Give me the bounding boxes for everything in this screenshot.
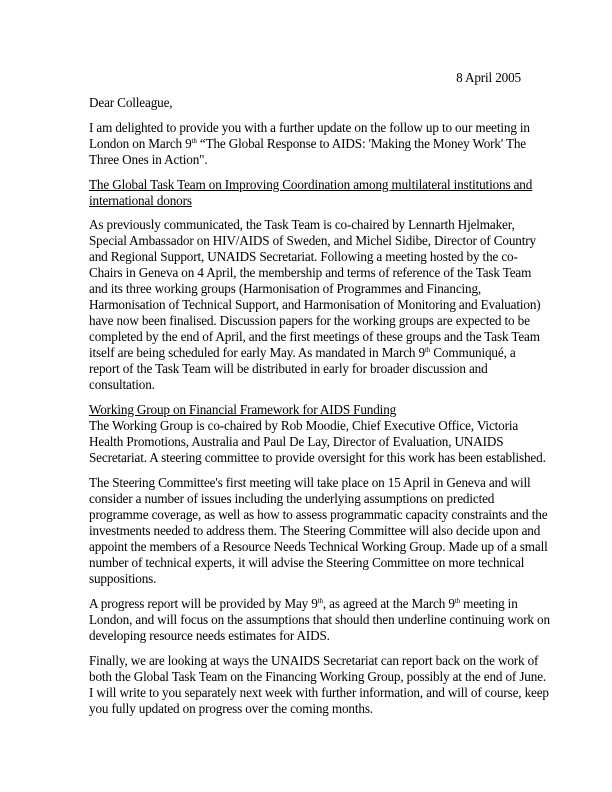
salutation: Dear Colleague, bbox=[89, 95, 173, 110]
superscript: th bbox=[191, 137, 197, 145]
paragraph-line bbox=[89, 136, 525, 152]
paragraph-line: have now been finalised. Discussion papers for the working groups are expected to be bbox=[89, 313, 530, 328]
paragraph-line: Finally, we are looking at ways the UNAIDS Secretariat can report back on the work of bbox=[89, 653, 539, 668]
paragraph-line: Harmonisation of Technical Support, and Harmonisation of Monitoring and Evaluation) bbox=[89, 297, 541, 312]
text-run: “The Global Response to AIDS: 'Making the Money Work' The bbox=[196, 136, 527, 151]
text-run: A progress report will be provided by May 9 bbox=[89, 596, 318, 611]
superscript: th bbox=[317, 597, 323, 605]
paragraph-line: developing resource needs estimates for AIDS. bbox=[89, 628, 330, 643]
paragraph-line: London, and will focus on the assumptions that should then underline continuing work on bbox=[89, 612, 550, 627]
intro-paragraph bbox=[89, 120, 530, 168]
paragraph-line: I am delighted to provide you with a further update on the follow up to our meeting in bbox=[89, 120, 530, 135]
paragraph-line: and its three working groups (Harmonisation of Programmes and Financing, bbox=[89, 281, 482, 296]
paragraph-line: appoint the members of a Resource Needs Technical Working Group. Made up of a small bbox=[89, 539, 548, 554]
paragraph-line: Chairs in Geneva on 4 April, the membership and terms of reference of the Task Team bbox=[89, 265, 532, 280]
paragraph-line: The Steering Committee's first meeting will take place on 15 April in Geneva and will bbox=[89, 475, 531, 490]
letter-date: 8 April 2005 bbox=[456, 70, 521, 85]
section-heading-task-team bbox=[89, 177, 533, 209]
paragraph-line: both the Global Task Team on the Financing Working Group, possibly at the end of June. bbox=[89, 669, 547, 684]
paragraph-line: you fully updated on progress over the coming months. bbox=[89, 701, 373, 716]
paragraph-line: Secretariat. A steering committee to provide oversight for this work has been established. bbox=[89, 450, 546, 465]
paragraph-line: and Regional Support, UNAIDS Secretariat. Following a meeting hosted by the co- bbox=[89, 249, 518, 264]
section-heading-working-group: Working Group on Financial Framework for AIDS Funding bbox=[89, 402, 397, 417]
paragraph-line: suppositions. bbox=[89, 571, 157, 586]
paragraph-line: report of the Task Team will be distributed in early for broader discussion and bbox=[89, 361, 488, 376]
text-run: London on March 9 bbox=[89, 136, 192, 151]
paragraph-line: consider a number of issues including the underlying assumptions on predicted bbox=[89, 491, 495, 506]
superscript: th bbox=[424, 346, 431, 354]
paragraph-line: Three Ones in Action". bbox=[89, 152, 208, 167]
paragraph-line: I will write to you separately next week with further information, and will of course, keep bbox=[89, 685, 549, 700]
paragraph-line: Health Promotions, Australia and Paul De Lay, Director of Evaluation, UNAIDS bbox=[89, 434, 504, 449]
text-run: Communiqué, a bbox=[430, 345, 516, 360]
paragraph-line: Special Ambassador on HIV/AIDS of Sweden, and Michel Sidibe, Director of Country bbox=[89, 233, 536, 248]
paragraph-line: As previously communicated, the Task Team is co-chaired by Lennarth Hjelmaker, bbox=[89, 217, 515, 232]
text-run: itself are being scheduled for early May. As mandated in March 9 bbox=[89, 345, 425, 360]
paragraph-line: programme coverage, as well as how to assess programmatic capacity constraints and the bbox=[89, 507, 548, 522]
paragraph-line bbox=[89, 596, 525, 612]
heading-line: international donors bbox=[89, 193, 192, 208]
paragraph-line: consultation. bbox=[89, 377, 155, 392]
superscript: th bbox=[454, 597, 460, 605]
paragraph-line: number of technical experts, it will advise the Steering Committee on more technical bbox=[89, 555, 525, 570]
text-run: meeting in bbox=[459, 596, 518, 611]
heading-line: The Global Task Team on Improving Coordination among multilateral institutions and bbox=[89, 177, 533, 192]
text-run: , as agreed at the March 9 bbox=[322, 596, 455, 611]
paragraph-line: investments needed to address them. The Steering Committee will also decide upon and bbox=[89, 523, 541, 538]
paragraph-line: The Working Group is co-chaired by Rob Moodie, Chief Executive Office, Victoria bbox=[89, 418, 519, 433]
working-group-section bbox=[89, 402, 546, 466]
letter-page bbox=[89, 70, 550, 717]
paragraph-line: completed by the end of April, and the first meetings of these groups and the Task Team bbox=[89, 329, 540, 344]
paragraph-line bbox=[89, 345, 525, 361]
progress-report-paragraph bbox=[89, 596, 550, 644]
steering-committee-paragraph bbox=[89, 475, 548, 587]
task-team-paragraph bbox=[89, 217, 541, 393]
closing-paragraph bbox=[89, 653, 549, 717]
